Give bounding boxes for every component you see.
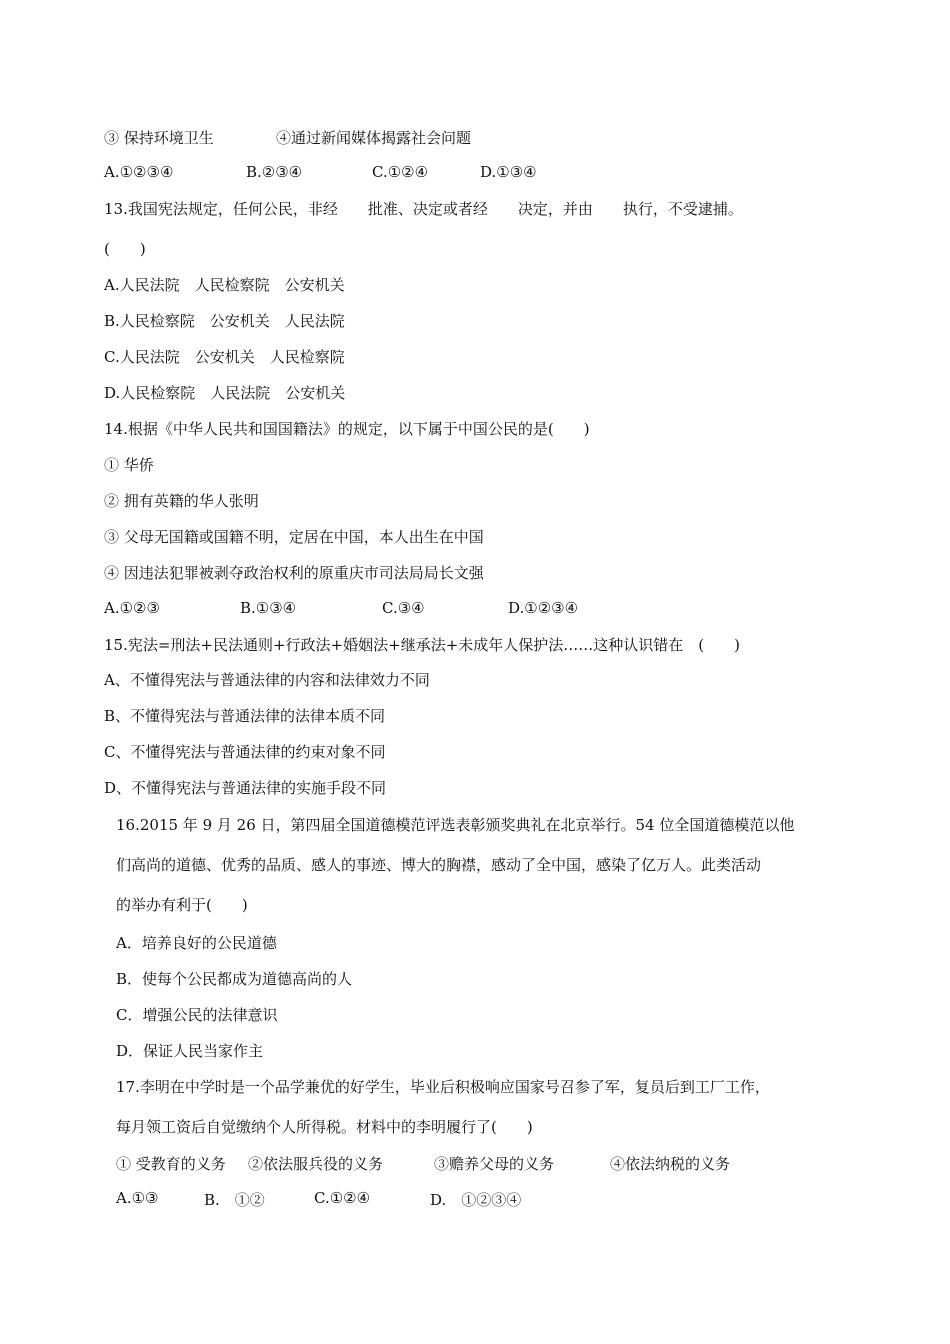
option-item: ③ 父母无国籍或国籍不明，定居在中国，本人出生在中国 [104, 528, 484, 546]
question-14: 14.根据《中华人民共和国国籍法》的规定，以下属于中国公民的是( ) [104, 420, 590, 438]
choice-d: D．保证人民当家作主 [116, 1042, 264, 1060]
option-row [104, 127, 904, 147]
choice-c: C.③④ [382, 599, 425, 617]
choice-d: D.①②③④ [508, 599, 579, 617]
option-item: ① 华侨 [104, 456, 154, 474]
choice-d: D、不懂得宪法与普通法律的实施手段不同 [104, 779, 387, 797]
choice-d: D. ①②③④ [430, 1191, 522, 1209]
option-item: ④通过新闻媒体揭露社会问题 [276, 129, 472, 147]
choice-a: A.人民法院 人民检察院 公安机关 [104, 276, 345, 294]
question-16-cont: 的举办有利于( ) [116, 896, 248, 914]
answer-choices [104, 163, 904, 183]
answer-choices [104, 599, 904, 619]
option-item: ④ 因违法犯罪被剥夺政治权利的原重庆市司法局局长文强 [104, 564, 484, 582]
option-item: ③赡养父母的义务 [434, 1155, 555, 1173]
question-17: 17.李明在中学时是一个品学兼优的好学生，毕业后积极响应国家号召参了军，复员后到工厂工作， [116, 1078, 770, 1096]
answer-bracket: ( ) [104, 240, 146, 258]
answer-choices [116, 1189, 916, 1209]
choice-a: A.①③ [116, 1189, 159, 1207]
choice-a: A.①②③ [104, 599, 160, 617]
option-item: ① 受教育的义务 [116, 1155, 226, 1173]
choice-a: A、不懂得宪法与普通法律的内容和法律效力不同 [104, 671, 430, 689]
option-item: ②依法服兵役的义务 [248, 1155, 384, 1173]
choice-c: C、不懂得宪法与普通法律的约束对象不同 [104, 743, 386, 761]
question-16-cont: 们高尚的道德、优秀的品质、感人的事迹、博大的胸襟，感动了全中国，感染了亿万人。此类活动 [116, 856, 762, 874]
question-15: 15.宪法=刑法+民法通则+行政法+婚姻法+继承法+未成年人保护法……这种认识错在 ( ) [104, 636, 740, 654]
question-17-cont: 每月领工资后自觉缴纳个人所得税。材料中的李明履行了( ) [116, 1118, 533, 1136]
choice-b: B.①③④ [240, 599, 297, 617]
choice-b: B.②③④ [246, 163, 303, 181]
choice-d: D.①③④ [480, 163, 537, 181]
choice-c: C．增强公民的法律意识 [116, 1006, 278, 1024]
choice-b: B．使每个公民都成为道德高尚的人 [116, 970, 353, 988]
question-13: 13.我国宪法规定，任何公民，非经 批准、决定或者经 决定，并由 执行，不受逮捕。 [104, 200, 743, 218]
question-16: 16.2015 年 9 月 26 日，第四届全国道德模范评选表彰颁奖典礼在北京举行。54 位全国道德模范以他 [116, 816, 795, 834]
choice-c: C.①②④ [372, 163, 429, 181]
choice-b: B. ①② [204, 1191, 265, 1209]
option-row [116, 1153, 916, 1173]
option-item: ② 拥有英籍的华人张明 [104, 492, 259, 510]
choice-b: B、不懂得宪法与普通法律的法律本质不同 [104, 707, 386, 725]
choice-a: A.①②③④ [104, 163, 174, 181]
choice-c: C.①②④ [314, 1189, 371, 1207]
choice-c: C.人民法院 公安机关 人民检察院 [104, 348, 345, 366]
choice-b: B.人民检察院 公安机关 人民法院 [104, 312, 345, 330]
choice-d: D.人民检察院 人民法院 公安机关 [104, 384, 346, 402]
choice-a: A．培养良好的公民道德 [116, 934, 277, 952]
option-item: ④依法纳税的义务 [610, 1155, 731, 1173]
option-item: ③ 保持环境卫生 [104, 129, 214, 147]
